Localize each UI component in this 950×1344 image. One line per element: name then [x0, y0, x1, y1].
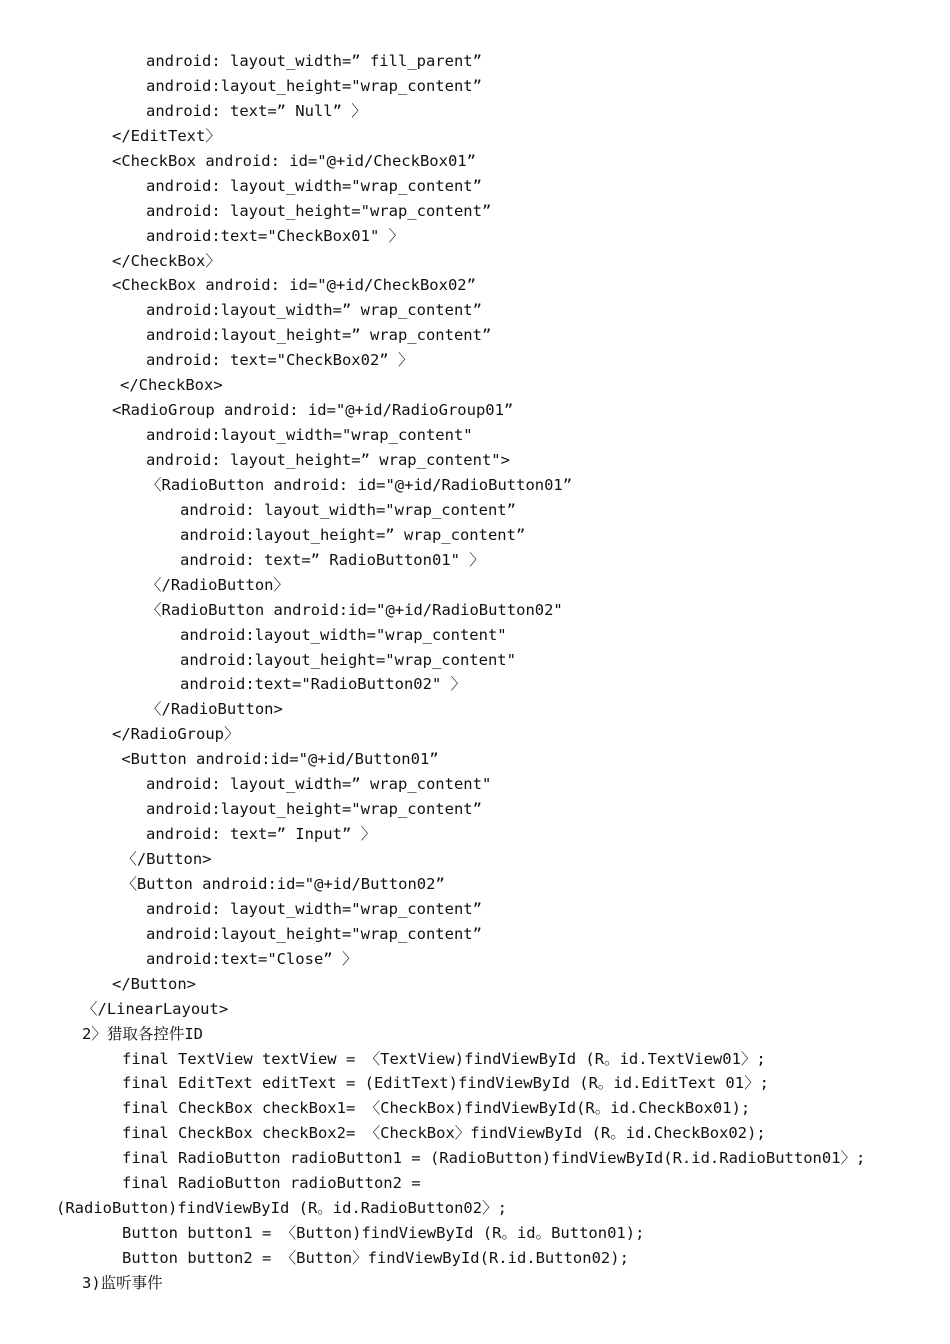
code-line — [0, 672, 950, 697]
code-line — [0, 249, 950, 274]
code-line — [0, 1246, 950, 1271]
code-line — [0, 1271, 950, 1296]
code-line — [0, 822, 950, 847]
code-line-text: </CheckBox〉 — [112, 251, 221, 270]
code-line — [0, 697, 950, 722]
code-line-text: android: text="CheckBox02” 〉 — [146, 351, 414, 370]
code-line — [0, 174, 950, 199]
code-line-text: android:layout_height="wrap_content" — [180, 650, 516, 669]
code-line — [0, 99, 950, 124]
code-line-text: 〈RadioButton android: id="@+id/RadioButton01” — [146, 475, 573, 494]
code-line-text: android:text="RadioButton02" 〉 — [180, 675, 467, 694]
code-line — [0, 548, 950, 573]
code-line-text: android: text=” Input” 〉 — [146, 825, 377, 844]
code-line-text: android:text="Close” 〉 — [146, 949, 358, 968]
code-line — [0, 772, 950, 797]
code-line — [0, 473, 950, 498]
code-line-text: android: text=” Null” 〉 — [146, 101, 367, 120]
code-line — [0, 323, 950, 348]
code-line-text: 〈/RadioButton〉 — [146, 575, 289, 594]
code-line — [0, 298, 950, 323]
code-line — [0, 598, 950, 623]
code-line-text: android: layout_width="wrap_content” — [180, 500, 516, 519]
code-line-text: android: layout_width=” wrap_content" — [146, 775, 492, 794]
code-line-text: </Button> — [112, 974, 196, 993]
code-line — [0, 1071, 950, 1096]
code-line — [0, 523, 950, 548]
code-line-text: android: layout_height="wrap_content” — [146, 201, 492, 220]
code-line — [0, 623, 950, 648]
code-line-text: <RadioGroup android: id="@+id/RadioGroup01” — [112, 401, 514, 420]
code-line-text: android:layout_height=” wrap_content” — [146, 326, 492, 345]
code-line-text: Button button2 = 〈Button〉findViewById(R.id.Button02); — [122, 1249, 629, 1267]
code-line-text: 〈Button android:id="@+id/Button02” — [112, 874, 445, 893]
code-line — [0, 797, 950, 822]
code-line-text: final EditText editText = (EditText)findViewById (R。id.EditText 01〉; — [122, 1074, 769, 1093]
code-line-text: final RadioButton radioButton2 = — [122, 1174, 421, 1193]
code-line — [0, 124, 950, 149]
document-page — [0, 49, 950, 1296]
code-line — [0, 74, 950, 99]
code-line-text: 〈/Button> — [112, 850, 212, 868]
code-line-text: (RadioButton)findViewById (R。id.RadioButton02〉; — [56, 1199, 507, 1218]
code-line-text: 3)监听事件 — [82, 1273, 163, 1292]
code-line — [0, 1096, 950, 1121]
code-line — [0, 49, 950, 74]
code-line-text: </CheckBox> — [120, 376, 223, 395]
code-line-text: Button button1 = 〈Button)findViewById (R。id。Button01); — [122, 1224, 645, 1243]
code-line — [0, 573, 950, 598]
code-line-text: <Button android:id="@+id/Button01” — [112, 750, 439, 769]
code-line — [0, 224, 950, 249]
code-line — [0, 199, 950, 224]
code-line-text: <CheckBox android: id="@+id/CheckBox01” — [112, 151, 476, 170]
code-line — [0, 872, 950, 897]
code-line — [0, 648, 950, 673]
code-line-text: android: text=” RadioButton01" 〉 — [180, 550, 485, 569]
code-line-text: <CheckBox android: id="@+id/CheckBox02” — [112, 276, 476, 295]
code-line-text: final CheckBox checkBox1= 〈CheckBox)findViewById(R。id.CheckBox01); — [122, 1099, 751, 1118]
code-line — [0, 1171, 950, 1196]
code-line — [0, 997, 950, 1022]
code-line — [0, 448, 950, 473]
code-line-text: final RadioButton radioButton1 = (RadioButton)findViewById(R.id.RadioButton01〉; — [122, 1149, 866, 1168]
code-line — [0, 972, 950, 997]
code-line-text: android: layout_height=” wrap_content"> — [146, 451, 510, 469]
code-line-text: android:layout_width="wrap_content" — [146, 426, 473, 445]
code-line — [0, 1022, 950, 1047]
code-line-text: 2〉猎取各控件ID — [82, 1024, 203, 1043]
code-line — [0, 747, 950, 772]
code-line — [0, 847, 950, 872]
code-line — [0, 398, 950, 423]
code-line — [0, 373, 950, 398]
code-line — [0, 1196, 950, 1221]
code-line — [0, 348, 950, 373]
code-line-text: 〈/RadioButton> — [146, 700, 283, 719]
code-line — [0, 1221, 950, 1246]
code-line — [0, 722, 950, 747]
code-line-text: </EditText〉 — [112, 126, 221, 145]
code-line-text: android:layout_height="wrap_content” — [146, 924, 482, 943]
code-line-text: android: layout_width="wrap_content” — [146, 176, 482, 195]
code-line-text: final TextView textView = 〈TextView)findViewById (R。id.TextView01〉; — [122, 1049, 766, 1068]
code-line-text: 〈/LinearLayout> — [82, 999, 229, 1018]
code-line — [0, 149, 950, 174]
code-line — [0, 1146, 950, 1171]
code-line — [0, 947, 950, 972]
code-line — [0, 423, 950, 448]
code-line-text: android: layout_width="wrap_content” — [146, 899, 482, 918]
code-line — [0, 897, 950, 922]
code-line-text: 〈RadioButton android:id="@+id/RadioButton02" — [146, 600, 563, 619]
code-line — [0, 273, 950, 298]
code-line — [0, 1121, 950, 1146]
code-line-text: android:layout_width=” wrap_content” — [146, 301, 482, 320]
code-line-text: android:text="CheckBox01" 〉 — [146, 226, 405, 245]
code-line-text: android: layout_width=” fill_parent” — [146, 52, 482, 70]
code-line-text: android:layout_height="wrap_content” — [146, 76, 482, 95]
code-line-text: android:layout_height="wrap_content” — [146, 800, 482, 819]
code-line-text: final CheckBox checkBox2= 〈CheckBox〉findViewById (R。id.CheckBox02); — [122, 1124, 766, 1143]
code-line — [0, 922, 950, 947]
code-line-text: android:layout_width="wrap_content" — [180, 625, 507, 644]
code-line-text: </RadioGroup〉 — [112, 725, 240, 744]
code-line — [0, 1047, 950, 1072]
code-line-text: android:layout_height=” wrap_content” — [180, 525, 526, 544]
code-line — [0, 498, 950, 523]
